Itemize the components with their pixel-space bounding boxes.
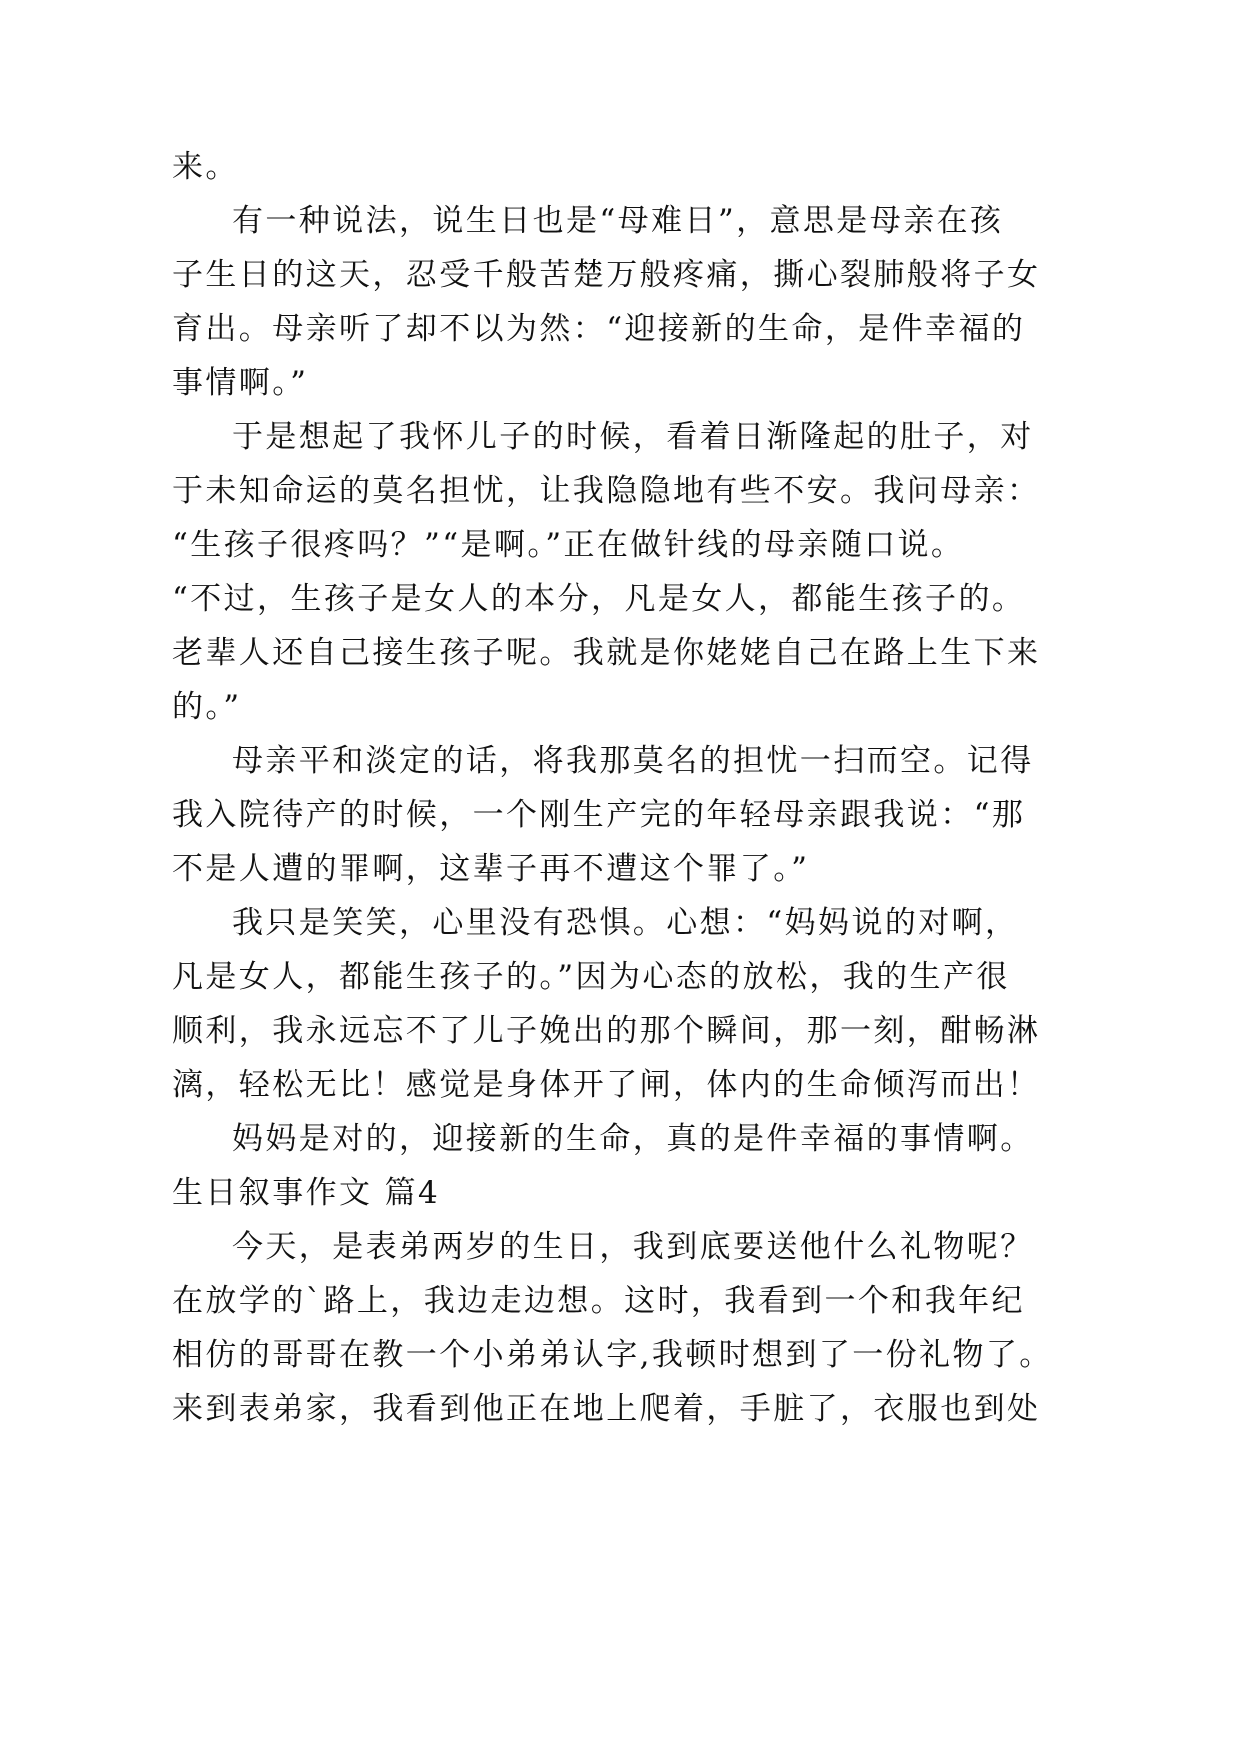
text-line: 漓，轻松无比！感觉是身体开了闸，体内的生命倾泻而出！ <box>172 1067 1041 1103</box>
text-line: 于是想起了我怀儿子的时候，看着日渐隆起的肚子，对 <box>232 419 1034 455</box>
text-line: 凡是女人，都能生孩子的。”因为心态的放松，我的生产很 <box>172 959 1010 995</box>
text-line: 子生日的这天，忍受千般苦楚万般疼痛，撕心裂肺般将子女 <box>172 257 1041 293</box>
text-line: 妈妈是对的，迎接新的生命，真的是件幸福的事情啊。 <box>232 1121 1034 1157</box>
text-line: 事情啊。” <box>172 365 309 401</box>
text-line: 在放学的`路上，我边走边想。这时，我看到一个和我年纪 <box>172 1283 1025 1319</box>
text-line: 母亲平和淡定的话，将我那莫名的担忧一扫而空。记得 <box>232 743 1034 779</box>
text-line: 顺利，我永远忘不了儿子娩出的那个瞬间，那一刻，酣畅淋 <box>172 1013 1041 1049</box>
section-heading: 生日叙事作文 篇4 <box>172 1175 441 1211</box>
text-line: 我只是笑笑，心里没有恐惧。心想：“妈妈说的对啊， <box>232 905 1019 941</box>
text-line: 育出。母亲听了却不以为然：“迎接新的生命，是件幸福的 <box>172 311 1026 347</box>
text-line: 今天，是表弟两岁的生日，我到底要送他什么礼物呢？ <box>232 1229 1034 1265</box>
text-line: 于未知命运的莫名担忧，让我隐隐地有些不安。我问母亲： <box>172 473 1041 509</box>
text-line: 我入院待产的时候，一个刚生产完的年轻母亲跟我说：“那 <box>172 797 1026 833</box>
text-line: 的。” <box>172 689 242 725</box>
text-line: “生孩子很疼吗？”“是啊。”正在做针线的母亲随口说。 <box>172 527 965 563</box>
text-line: “不过，生孩子是女人的本分，凡是女人，都能生孩子的。 <box>172 581 1026 617</box>
text-line: 来。 <box>172 149 239 185</box>
text-line: 相仿的哥哥在教一个小弟弟认字,我顿时想到了一份礼物了。 <box>172 1337 1053 1373</box>
text-line: 老辈人还自己接生孩子呢。我就是你姥姥自己在路上生下来 <box>172 635 1041 671</box>
text-line: 来到表弟家，我看到他正在地上爬着，手脏了，衣服也到处 <box>172 1391 1041 1427</box>
text-line: 不是人遭的罪啊，这辈子再不遭这个罪了。” <box>172 851 810 887</box>
text-line: 有一种说法，说生日也是“母难日”，意思是母亲在孩 <box>232 203 1004 239</box>
